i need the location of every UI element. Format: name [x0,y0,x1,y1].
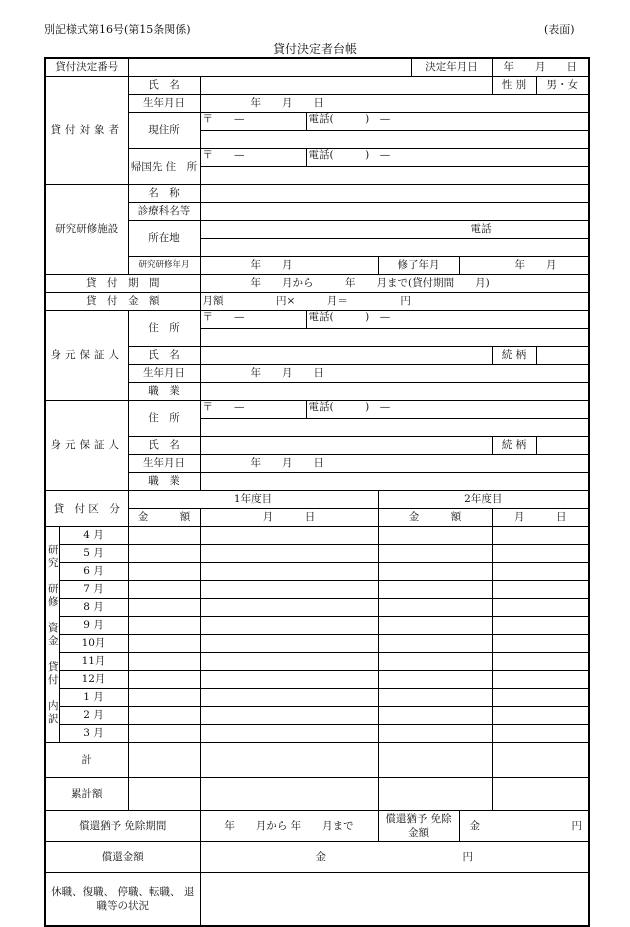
cell-y1-amount[interactable] [128,563,200,581]
cell-y1-amount[interactable] [128,707,200,725]
field-postal[interactable]: 〒 — [200,113,306,131]
label-guarantor-1: 身元保証人 [45,311,128,401]
cell-y1-amount[interactable] [128,725,200,743]
col-y2-amount: 金 額 [378,509,492,527]
label-repayment: 償還金額 [45,842,200,873]
cell-y2-date[interactable] [492,545,589,563]
cell-y1-cumulative-date[interactable] [200,778,378,811]
label-g2-dob: 生年月日 [128,455,200,473]
field-facility-name[interactable] [200,185,589,203]
cell-y2-date[interactable] [492,671,589,689]
cell-y2-amount[interactable] [378,599,492,617]
cell-y1-date[interactable] [200,725,378,743]
field-g1-postal[interactable]: 〒 — [200,311,306,329]
label-cumulative: 累計額 [45,778,128,811]
month-label: 5 月 [59,545,128,563]
label-home-address: 帰国先 住 所 [128,149,200,185]
cell-y2-amount[interactable] [378,635,492,653]
field-g2-dob[interactable]: 年 月 日 [200,455,589,473]
cell-y2-date[interactable] [492,653,589,671]
label-sex: 性 別 [492,77,536,95]
side-label: (表面) [544,23,575,36]
label-g2-name: 氏 名 [128,437,200,455]
label-guarantor-2: 身元保証人 [45,401,128,491]
label-deferral-amount: 償還猶予 免除金額 [378,811,459,842]
cell-y2-amount[interactable] [378,725,492,743]
cell-y2-amount[interactable] [378,563,492,581]
field-g2-relation[interactable] [536,437,589,455]
field-loan-amount[interactable]: 月額 円× 月＝ 円 [200,293,589,311]
cell-y2-date[interactable] [492,599,589,617]
month-label: 9 月 [59,617,128,635]
cell-y1-date[interactable] [200,671,378,689]
month-label: 3 月 [59,725,128,743]
cell-y2-date[interactable] [492,725,589,743]
field-status[interactable] [200,873,589,927]
cell-y2-date[interactable] [492,689,589,707]
cell-y2-amount[interactable] [378,707,492,725]
field-study-ym[interactable]: 年 月 [200,257,378,275]
label-g1-name: 氏 名 [128,347,200,365]
field-home-phone[interactable]: 電話( ) — [306,149,589,167]
cell-y2-date[interactable] [492,635,589,653]
label-facility-name: 名 称 [128,185,200,203]
field-g1-occupation[interactable] [200,383,589,401]
label-g1-dob: 生年月日 [128,365,200,383]
label-loan-period: 貸 付 期 間 [45,275,200,293]
cell-y1-cumulative[interactable] [128,778,200,811]
label-total: 計 [45,743,128,778]
label-study-ym: 研究研修年月 [128,257,200,275]
cell-y1-amount[interactable] [128,599,200,617]
field-deferral-period[interactable]: 年 月から 年 月まで [200,811,378,842]
cell-y2-total[interactable] [378,743,492,778]
field-home-postal[interactable]: 〒 — [200,149,306,167]
cell-y1-amount[interactable] [128,581,200,599]
cell-y2-date[interactable] [492,707,589,725]
month-label: 8 月 [59,599,128,617]
cell-y1-amount[interactable] [128,545,200,563]
field-current-address[interactable] [200,131,589,149]
field-dob[interactable]: 年 月 日 [200,95,589,113]
cell-y2-amount[interactable] [378,527,492,545]
label-year-2: 2年度目 [378,491,589,509]
label-g2-occupation: 職 業 [128,473,200,491]
row-loan-number [45,58,589,77]
label-location: 所在地 [128,221,200,257]
field-g2-address[interactable] [200,419,589,437]
label-g1-occupation: 職 業 [128,383,200,401]
cell-y1-date[interactable] [200,689,378,707]
label-dob: 生年月日 [128,95,200,113]
cell-y2-total-date[interactable] [492,743,589,778]
field-g2-phone[interactable]: 電話( ) — [306,401,589,419]
col-y1-amount: 金 額 [128,509,200,527]
field-borrower-name[interactable] [200,77,492,95]
field-department[interactable] [200,203,589,221]
cell-y1-date[interactable] [200,581,378,599]
month-label: 6 月 [59,563,128,581]
cell-y1-date[interactable] [200,653,378,671]
cell-y1-amount[interactable] [128,635,200,653]
cell-y1-total[interactable] [128,743,200,778]
cell-y1-date[interactable] [200,635,378,653]
field-g1-phone[interactable]: 電話( ) — [306,311,589,329]
field-deferral-amount[interactable] [459,811,589,842]
form-number: 別記様式第16号(第15条関係) [44,23,191,36]
cell-y2-amount[interactable] [378,581,492,599]
cell-y1-date[interactable] [200,599,378,617]
cell-y1-date[interactable] [200,545,378,563]
month-label: 4 月 [59,527,128,545]
cell-y1-amount[interactable] [128,671,200,689]
label-g1-relation: 続 柄 [492,347,536,365]
label-loan-breakdown: 研 究 研 修 資 金 貸 付 内 訳 [45,527,59,743]
field-decision-date[interactable]: 年 月 日 [492,58,589,77]
label-year-1: 1年度目 [128,491,378,509]
field-g1-dob[interactable]: 年 月 日 [200,365,589,383]
field-sex[interactable]: 男・女 [536,77,589,95]
field-g2-postal[interactable]: 〒 — [200,401,306,419]
field-g1-name[interactable] [200,347,492,365]
loan-ledger-form [44,57,590,927]
month-label: 11月 [59,653,128,671]
label-g2-relation: 続 柄 [492,437,536,455]
cell-y1-amount[interactable] [128,527,200,545]
cell-y2-amount[interactable] [378,545,492,563]
label-current-address: 現住所 [128,113,200,149]
label-loan-amount: 貸 付 金 額 [45,293,200,311]
col-y2-date: 月 日 [492,509,589,527]
month-label: 2 月 [59,707,128,725]
field-g1-address[interactable] [200,329,589,347]
field-home-address[interactable] [200,167,589,185]
col-y1-date: 月 日 [200,509,378,527]
label-g2-address: 住 所 [128,401,200,437]
field-location[interactable] [200,239,589,257]
cell-y2-amount[interactable] [378,653,492,671]
cell-y2-cumulative[interactable] [378,778,492,811]
cell-y2-date[interactable] [492,581,589,599]
yen-label: 円 [571,819,583,832]
field-repayment[interactable]: 金 円 [200,842,589,873]
month-label: 1 月 [59,689,128,707]
cell-y2-date[interactable] [492,527,589,545]
label-status: 休職、復職、 停職、転職、 退職等の状況 [45,873,200,927]
cell-y1-date[interactable] [200,617,378,635]
cell-y2-date[interactable] [492,617,589,635]
cell-y1-date[interactable] [200,563,378,581]
cell-y1-amount[interactable] [128,689,200,707]
kin-label: 金 [469,819,481,832]
field-facility-phone[interactable]: 電話 [200,221,589,239]
label-facility: 研究研修施設 [45,185,128,275]
field-g2-name[interactable] [200,437,492,455]
cell-y1-amount[interactable] [128,653,200,671]
label-finish-ym: 修了年月 [378,257,459,275]
field-phone[interactable]: 電話( ) — [306,113,589,131]
month-label: 12月 [59,671,128,689]
field-loan-number[interactable] [128,58,411,77]
cell-y2-date[interactable] [492,563,589,581]
field-g1-relation[interactable] [536,347,589,365]
label-deferral-period: 償還猶予 免除期間 [45,811,200,842]
cell-y1-date[interactable] [200,527,378,545]
label-g1-address: 住 所 [128,311,200,347]
month-label: 7 月 [59,581,128,599]
cell-y2-cumulative-date[interactable] [492,778,589,811]
field-finish-ym[interactable]: 年 月 [459,257,589,275]
cell-y2-amount[interactable] [378,689,492,707]
cell-y2-amount[interactable] [378,671,492,689]
cell-y1-total-date[interactable] [200,743,378,778]
cell-y1-date[interactable] [200,707,378,725]
field-g2-occupation[interactable] [200,473,589,491]
label-name: 氏 名 [128,77,200,95]
label-loan-section: 貸 付 区 分 [45,491,128,527]
month-label: 10月 [59,635,128,653]
label-department: 診療科名等 [128,203,200,221]
label-loan-number: 貸付決定番号 [45,58,128,77]
label-borrower: 貸付対象者 [45,77,128,185]
field-loan-period[interactable]: 年 月から 年 月まで(貸付期間 月) [200,275,589,293]
cell-y2-amount[interactable] [378,617,492,635]
form-title: 貸付決定者台帳 [272,42,357,56]
cell-y1-amount[interactable] [128,617,200,635]
label-decision-date: 決定年月日 [411,58,492,77]
